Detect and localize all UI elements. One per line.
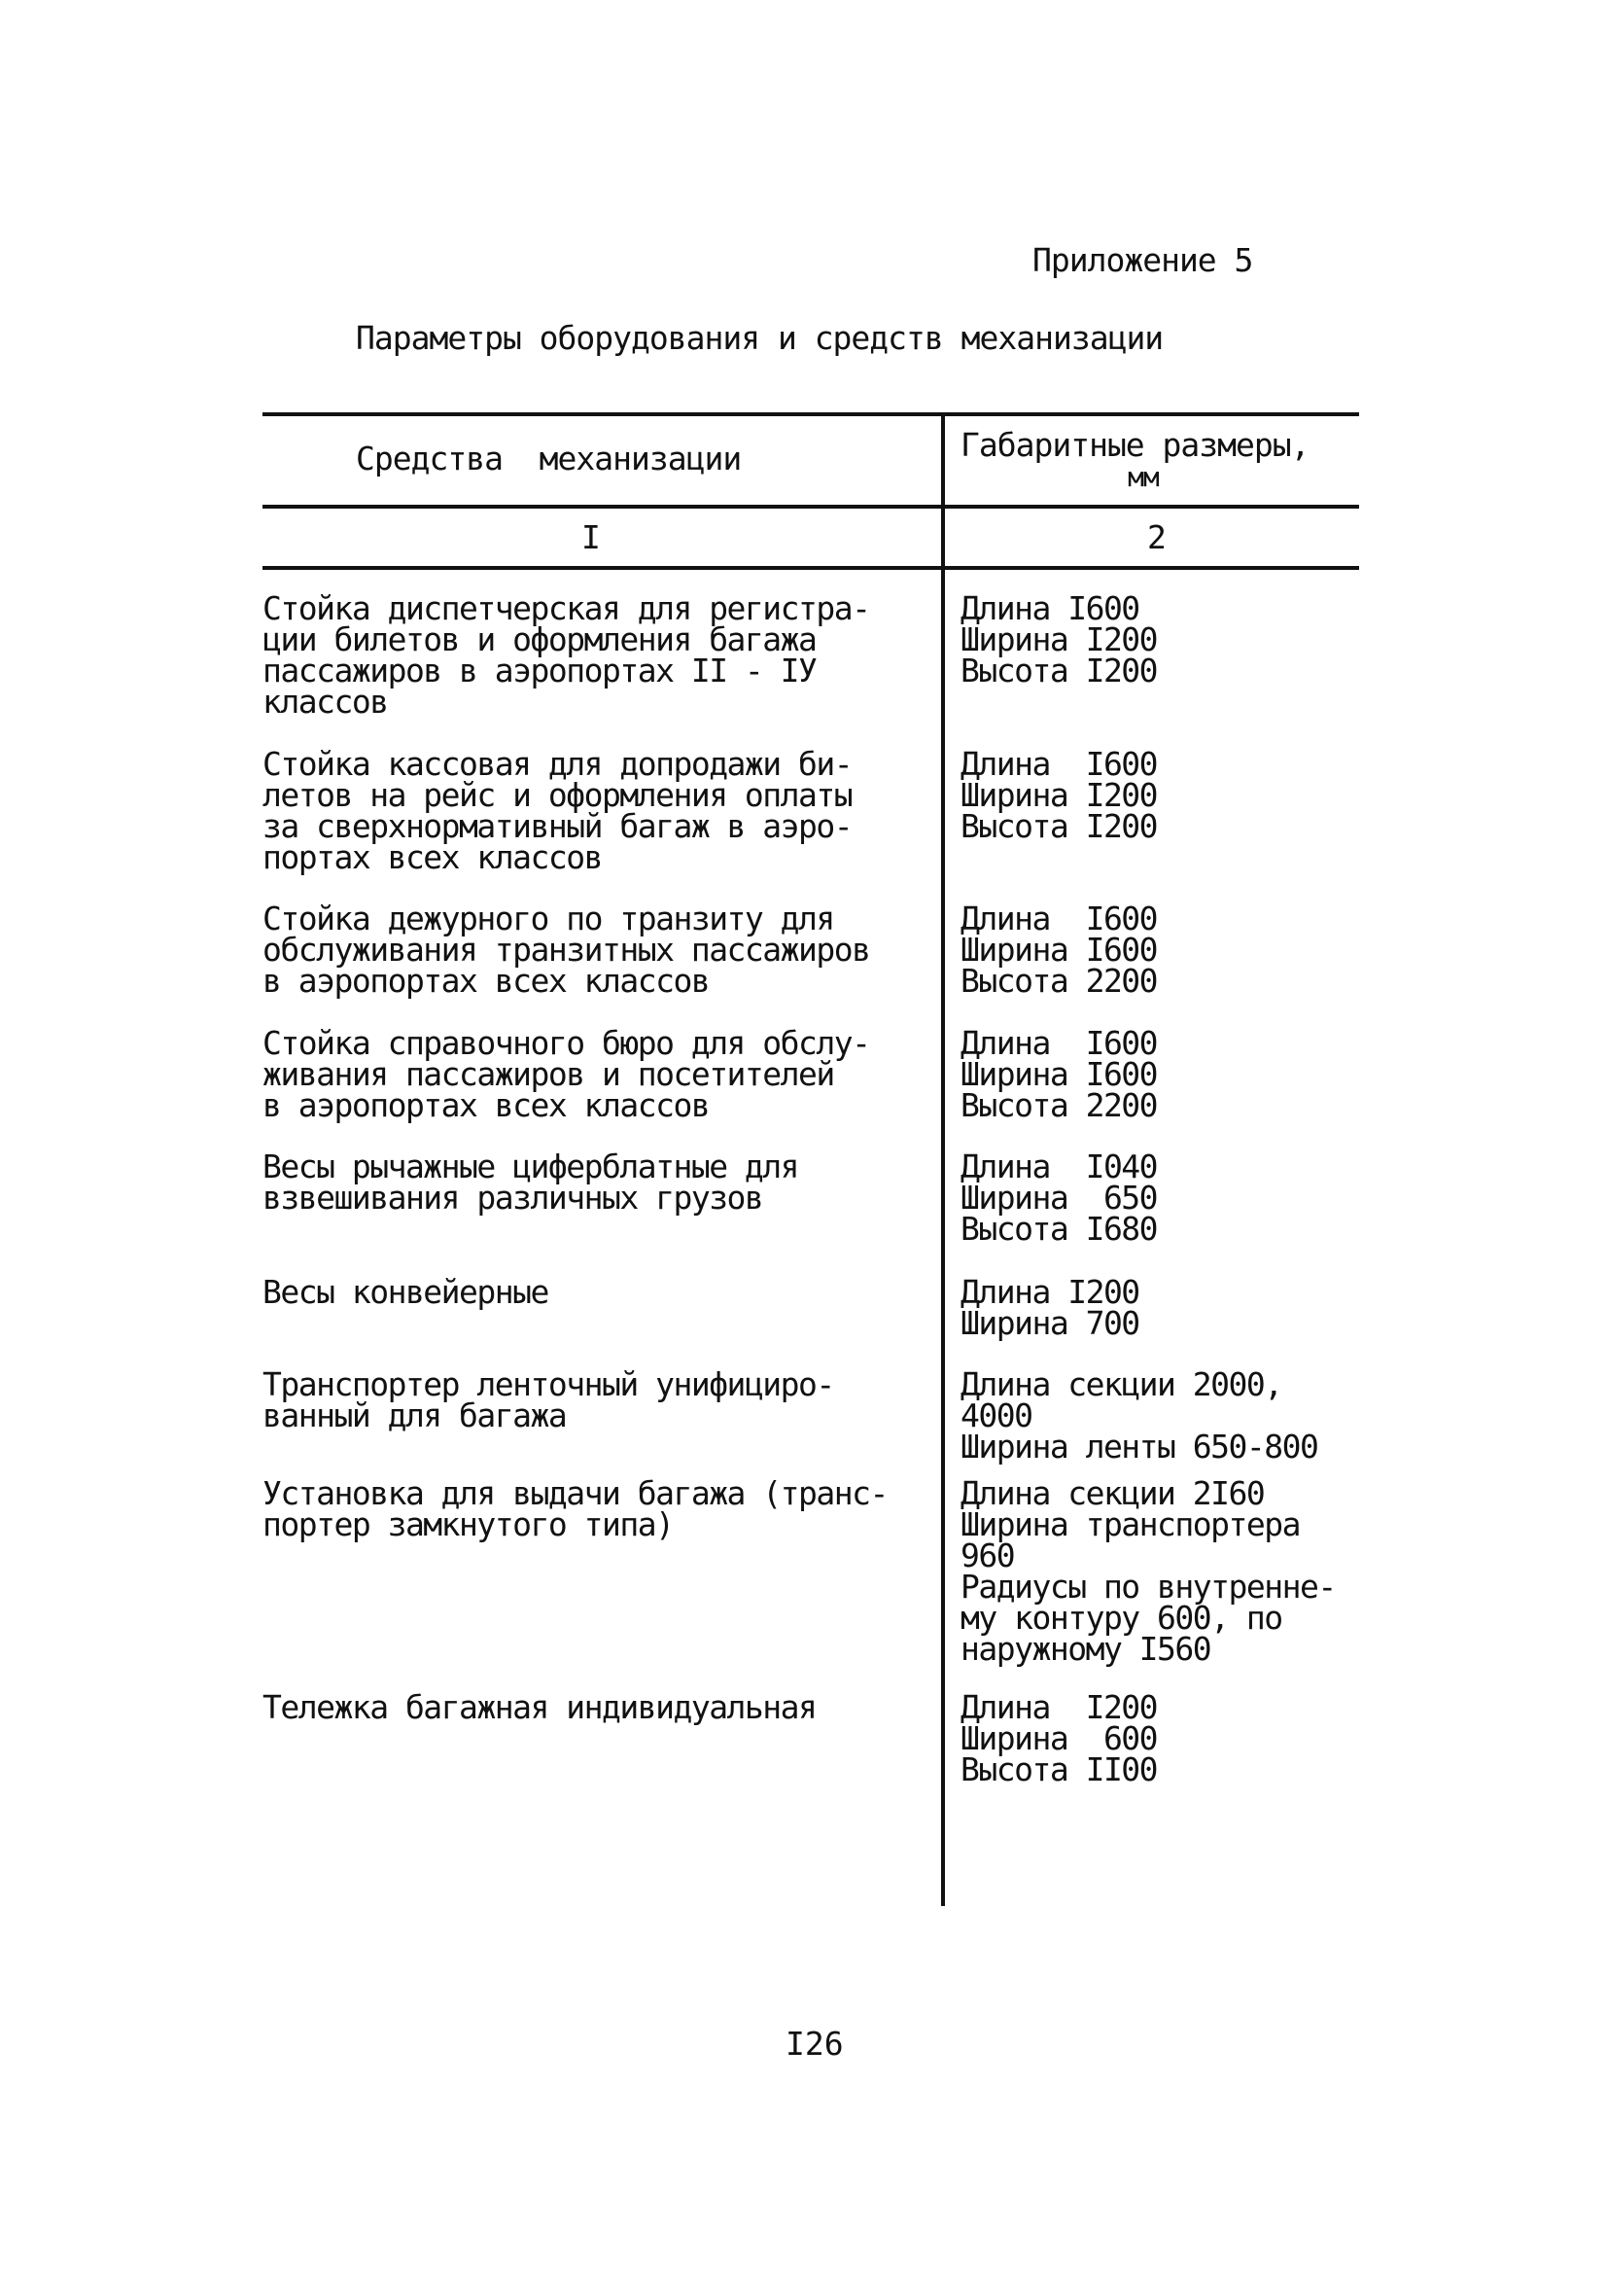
appendix-label: Приложение 5 <box>1032 241 1253 279</box>
row-4-equipment: Стойка справочного бюро для обслу- живания пассажиров и посетителей в аэропортах всех классов <box>262 1024 870 1124</box>
row-3-dimensions: Длина I600 Ширина I600 Высота 2200 <box>961 900 1158 1000</box>
row-8-equipment: Установка для выдачи багажа (транс- портер замкнутого типа) <box>262 1474 888 1543</box>
row-2-dimensions: Длина I600 Ширина I200 Высота I200 <box>961 745 1158 845</box>
row-2-equipment: Стойка кассовая для допродажи би- летов на рейс и оформления оплаты за сверхнормативный багаж в аэро- портах всех классов <box>262 745 853 876</box>
table-top-rule <box>262 412 1359 416</box>
row-4-dimensions: Длина I600 Ширина I600 Высота 2200 <box>961 1024 1158 1124</box>
row-5-equipment: Весы рычажные циферблатные для взвешивания различных грузов <box>262 1148 799 1217</box>
row-7-dimensions: Длина секции 2000, 4000 Ширина ленты 650-800 <box>961 1365 1318 1466</box>
page-number: I26 <box>786 2025 844 2063</box>
header-mechanization-means: Средства механизации <box>356 440 742 477</box>
column-number-1: I <box>581 518 601 556</box>
row-6-equipment: Весы конвейерные <box>262 1273 548 1311</box>
row-3-equipment: Стойка дежурного по транзиту для обслуживания транзитных пассажиров в аэропортах всех классов <box>262 900 870 1000</box>
table-number-rule <box>262 566 1359 570</box>
column-number-2: 2 <box>1147 518 1167 556</box>
row-8-dimensions: Длина секции 2I60 Ширина транспортера 960 Радиусы по внутренне- му контуру 600, по наружному I560 <box>961 1474 1336 1668</box>
document-title: Параметры оборудования и средств механизации <box>356 319 1164 357</box>
header-dimensions-unit: мм <box>1128 461 1159 493</box>
table-column-divider <box>941 412 945 1906</box>
row-1-equipment: Стойка диспетчерская для регистра- ции билетов и оформления багажа пассажиров в аэропортах II - IУ классов <box>262 589 870 721</box>
row-9-dimensions: Длина I200 Ширина 600 Высота II00 <box>961 1688 1158 1788</box>
row-6-dimensions: Длина I200 Ширина 700 <box>961 1273 1139 1342</box>
row-1-dimensions: Длина I600 Ширина I200 Высота I200 <box>961 589 1158 689</box>
row-7-equipment: Транспортер ленточный унифициро- ванный для багажа <box>262 1365 834 1434</box>
header-dimensions: Габаритные размеры, <box>961 426 1310 464</box>
row-9-equipment: Тележка багажная индивидуальная <box>262 1688 817 1726</box>
table-header-rule <box>262 505 1359 509</box>
row-5-dimensions: Длина I040 Ширина 650 Высота I680 <box>961 1148 1158 1248</box>
